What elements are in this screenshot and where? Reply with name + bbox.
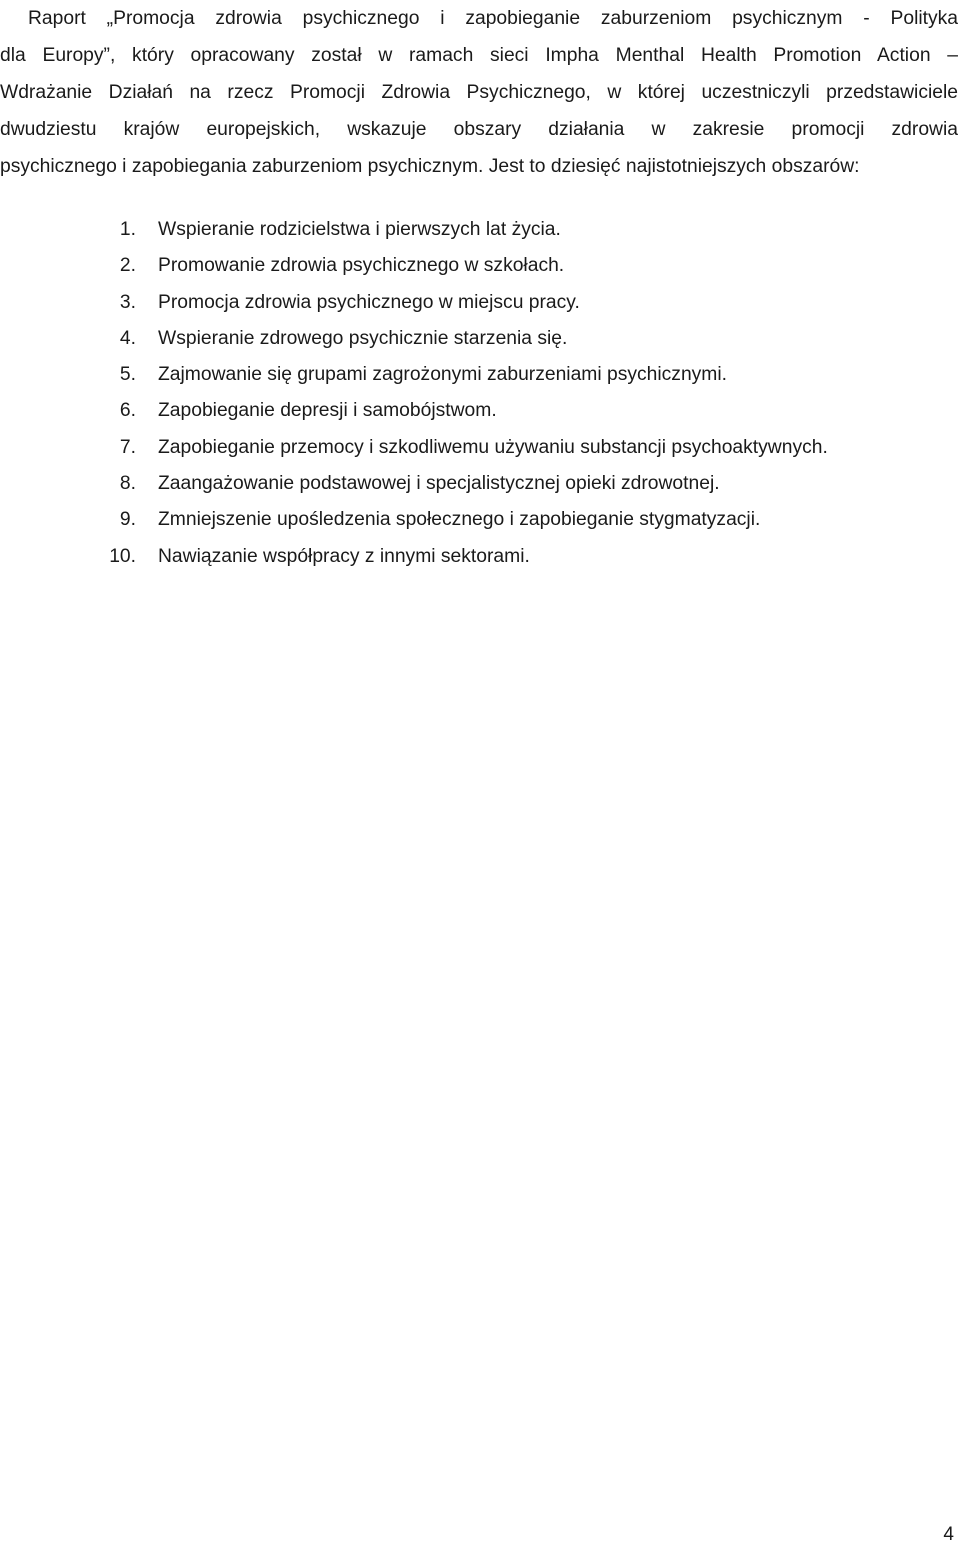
list-item <box>0 502 958 538</box>
list-item-number: 8. <box>119 473 136 495</box>
list-item <box>0 285 958 321</box>
intro-line: Wdrażanie Działań na rzecz Promocji Zdrowia Psychicznego, w której uczestniczyli przedstawiciele <box>0 82 958 103</box>
intro-line: dwudziestu krajów europejskich, wskazuje obszary działania w zakresie promocji zdrowia <box>0 119 958 140</box>
page-number: 4 <box>943 1524 954 1545</box>
list-item-number: 4. <box>119 327 136 349</box>
list-item-number: 7. <box>119 436 136 458</box>
list-item-number: 6. <box>119 400 136 422</box>
list-item-text: Promocja zdrowia psychicznego w miejscu pracy. <box>158 291 580 313</box>
list-item-number: 2. <box>119 255 136 277</box>
list-item-text: Nawiązanie współpracy z innymi sektorami. <box>158 545 530 567</box>
list-item-text: Promowanie zdrowia psychicznego w szkołach. <box>158 255 565 277</box>
list-item-number: 1. <box>119 219 136 240</box>
list-item-text: Zaangażowanie podstawowej i specjalistycznej opieki zdrowotnej. <box>158 473 720 495</box>
list-item-number: 3. <box>119 291 136 313</box>
list-item-number: 10. <box>109 545 136 567</box>
intro-line: psychicznego i zapobiegania zaburzeniom psychicznym. Jest to dziesięć najistotniejszych obszarów: <box>0 156 860 177</box>
list-item-number: 9. <box>119 509 136 531</box>
list-item-text: Zajmowanie się grupami zagrożonymi zaburzeniami psychicznymi. <box>158 364 728 386</box>
list-item-text: Zapobieganie depresji i samobójstwom. <box>158 400 497 422</box>
list-item-text: Zapobieganie przemocy i szkodliwemu używaniu substancji psychoaktywnych. <box>158 436 828 458</box>
list-item-text: Wspieranie rodzicielstwa i pierwszych lat życia. <box>158 219 561 240</box>
areas-list <box>0 212 958 575</box>
list-item <box>0 248 958 284</box>
intro-line: dla Europy”, który opracowany został w ramach sieci Impha Menthal Health Promotion Action – <box>0 45 958 66</box>
list-item <box>0 357 958 393</box>
list-item <box>0 466 958 502</box>
list-item <box>0 321 958 357</box>
list-item-text: Zmniejszenie upośledzenia społecznego i zapobieganie stygmatyzacji. <box>158 509 761 531</box>
intro-paragraph <box>0 0 958 185</box>
list-item-text: Wspieranie zdrowego psychicznie starzenia się. <box>158 327 568 349</box>
list-item <box>0 430 958 466</box>
list-item <box>0 212 958 248</box>
intro-line: Raport „Promocja zdrowia psychicznego i zapobieganie zaburzeniom psychicznym - Polityka <box>28 8 958 29</box>
list-item-number: 5. <box>119 364 136 386</box>
list-item <box>0 539 958 575</box>
list-item <box>0 393 958 429</box>
